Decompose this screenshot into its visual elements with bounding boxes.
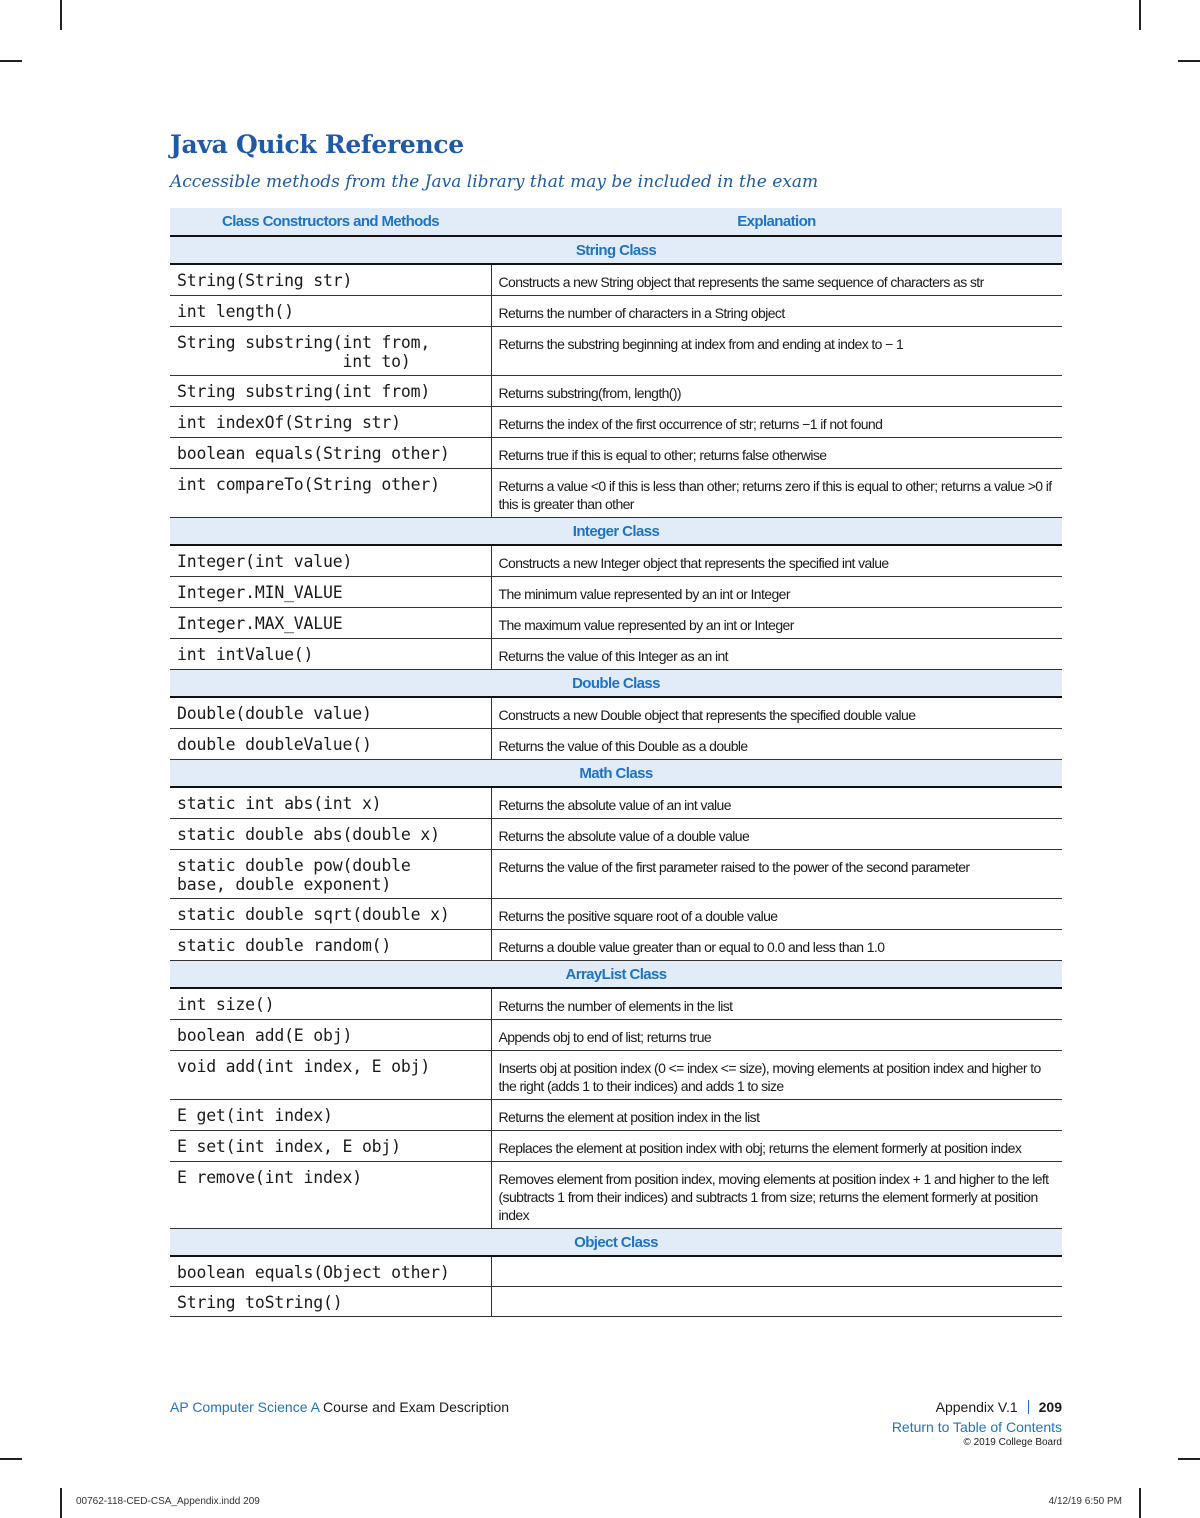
table-row [170, 787, 1062, 819]
method-explanation: Returns the absolute value of a double value [491, 819, 1062, 850]
method-signature: Integer.MIN_VALUE [170, 577, 491, 608]
method-explanation: Constructs a new Double object that represents the specified double value [491, 697, 1062, 729]
table-row [170, 1162, 1062, 1229]
method-explanation: Returns substring(from, length()) [491, 376, 1062, 407]
footer-appendix: Appendix V.1 [935, 1399, 1018, 1415]
slug-file: 00762-118-CED-CSA_Appendix.indd 209 [76, 1496, 260, 1507]
method-explanation [491, 1256, 1062, 1287]
method-explanation: Constructs a new String object that represents the same sequence of characters as str [491, 264, 1062, 296]
method-signature: static int abs(int x) [170, 787, 491, 819]
method-signature: String substring(int from, int to) [170, 327, 491, 376]
method-explanation: Returns the value of this Integer as an int [491, 639, 1062, 670]
slug-date: 4/12/19 6:50 PM [1048, 1496, 1122, 1507]
table-row [170, 407, 1062, 438]
method-signature: int length() [170, 296, 491, 327]
table-row [170, 327, 1062, 376]
table-row [170, 438, 1062, 469]
method-signature: Integer.MAX_VALUE [170, 608, 491, 639]
method-explanation: Returns the index of the first occurrence of str; returns −1 if not found [491, 407, 1062, 438]
table-row [170, 1100, 1062, 1131]
table-row [170, 988, 1062, 1020]
section-header-row [170, 518, 1062, 546]
method-explanation: Constructs a new Integer object that represents the specified int value [491, 545, 1062, 577]
method-explanation: Returns the element at position index in the list [491, 1100, 1062, 1131]
method-signature: String(String str) [170, 264, 491, 296]
method-signature: static double sqrt(double x) [170, 899, 491, 930]
method-signature: double doubleValue() [170, 729, 491, 760]
section-title: Object Class [170, 1229, 1062, 1257]
crop-mark [60, 0, 62, 30]
method-explanation [491, 1287, 1062, 1317]
method-explanation: The minimum value represented by an int or Integer [491, 577, 1062, 608]
method-signature: static double random() [170, 930, 491, 961]
method-explanation: Appends obj to end of list; returns true [491, 1020, 1062, 1051]
method-explanation: Returns the value of the first parameter raised to the power of the second parameter [491, 850, 1062, 899]
method-signature: E get(int index) [170, 1100, 491, 1131]
method-explanation: Returns a double value greater than or equal to 0.0 and less than 1.0 [491, 930, 1062, 961]
footer-course-name: AP Computer Science A [170, 1399, 320, 1415]
section-title: ArrayList Class [170, 961, 1062, 989]
method-signature: static double abs(double x) [170, 819, 491, 850]
method-signature: int indexOf(String str) [170, 407, 491, 438]
table-row [170, 1131, 1062, 1162]
footer-divider [1028, 1400, 1029, 1414]
toc-link[interactable]: Return to Table of Contents [891, 1419, 1062, 1435]
method-signature: int compareTo(String other) [170, 469, 491, 518]
method-signature: boolean equals(Object other) [170, 1256, 491, 1287]
method-explanation: Returns the number of characters in a String object [491, 296, 1062, 327]
method-explanation: Inserts obj at position index (0 <= index <= size), moving elements at position index and higher to the right (adds 1 to their indices) and adds 1 to size [491, 1051, 1062, 1100]
table-row [170, 930, 1062, 961]
method-explanation: Returns true if this is equal to other; returns false otherwise [491, 438, 1062, 469]
table-row [170, 1051, 1062, 1100]
method-signature: String toString() [170, 1287, 491, 1317]
table-row [170, 469, 1062, 518]
crop-mark [1178, 60, 1200, 62]
method-signature: void add(int index, E obj) [170, 1051, 491, 1100]
table-row [170, 376, 1062, 407]
table-row [170, 697, 1062, 729]
section-header-row [170, 760, 1062, 788]
table-row [170, 1287, 1062, 1317]
method-explanation: Removes element from position index, moving elements at position index + 1 and higher to the left (subtracts 1 from their indices) and subtracts 1 from size; returns the element formerly at position index [491, 1162, 1062, 1229]
table-row [170, 545, 1062, 577]
method-explanation: Returns the positive square root of a double value [491, 899, 1062, 930]
crop-mark [1139, 1488, 1141, 1518]
method-signature: E set(int index, E obj) [170, 1131, 491, 1162]
crop-mark [60, 1488, 62, 1518]
table-row [170, 819, 1062, 850]
section-title: Math Class [170, 760, 1062, 788]
section-header-row [170, 670, 1062, 698]
table-row [170, 1020, 1062, 1051]
method-explanation: Returns the substring beginning at index from and ending at index to − 1 [491, 327, 1062, 376]
section-title: Integer Class [170, 518, 1062, 546]
section-title: Double Class [170, 670, 1062, 698]
header-explanation: Explanation [491, 208, 1062, 236]
section-header-row [170, 1229, 1062, 1257]
footer-page-number: 209 [1038, 1399, 1062, 1415]
method-signature: boolean add(E obj) [170, 1020, 491, 1051]
section-title: String Class [170, 236, 1062, 264]
method-explanation: Returns a value <0 if this is less than other; returns zero if this is equal to other; returns a value >0 if this is greater than other [491, 469, 1062, 518]
method-signature: Double(double value) [170, 697, 491, 729]
method-signature: int intValue() [170, 639, 491, 670]
crop-mark [0, 1458, 22, 1460]
method-explanation: The maximum value represented by an int or Integer [491, 608, 1062, 639]
method-explanation: Returns the absolute value of an int value [491, 787, 1062, 819]
header-methods: Class Constructors and Methods [170, 208, 491, 236]
table-row [170, 639, 1062, 670]
table-row [170, 1256, 1062, 1287]
table-row [170, 264, 1062, 296]
method-explanation: Returns the number of elements in the list [491, 988, 1062, 1020]
section-header-row [170, 961, 1062, 989]
section-header-row [170, 236, 1062, 264]
crop-mark [1178, 1458, 1200, 1460]
method-signature: E remove(int index) [170, 1162, 491, 1229]
footer-course-suffix: Course and Exam Description [319, 1399, 510, 1415]
method-explanation: Returns the value of this Double as a double [491, 729, 1062, 760]
crop-mark [1139, 0, 1141, 30]
method-signature: static double pow(double base, double exponent) [170, 850, 491, 899]
table-row [170, 850, 1062, 899]
table-row [170, 577, 1062, 608]
footer-course [170, 1399, 509, 1415]
method-signature: String substring(int from) [170, 376, 491, 407]
page-subtitle: Accessible methods from the Java library that may be included in the exam [170, 172, 819, 192]
table-row [170, 729, 1062, 760]
method-signature: boolean equals(String other) [170, 438, 491, 469]
method-explanation: Replaces the element at position index with obj; returns the element formerly at position index [491, 1131, 1062, 1162]
table-row [170, 899, 1062, 930]
table-body [170, 236, 1062, 1317]
table-row [170, 296, 1062, 327]
crop-mark [0, 60, 22, 62]
copyright: © 2019 College Board [963, 1437, 1062, 1448]
java-reference-table [170, 208, 1062, 1317]
table-row [170, 608, 1062, 639]
method-signature: Integer(int value) [170, 545, 491, 577]
method-signature: int size() [170, 988, 491, 1020]
footer-page-info [892, 1399, 1062, 1448]
page-title: Java Quick Reference [170, 130, 464, 159]
